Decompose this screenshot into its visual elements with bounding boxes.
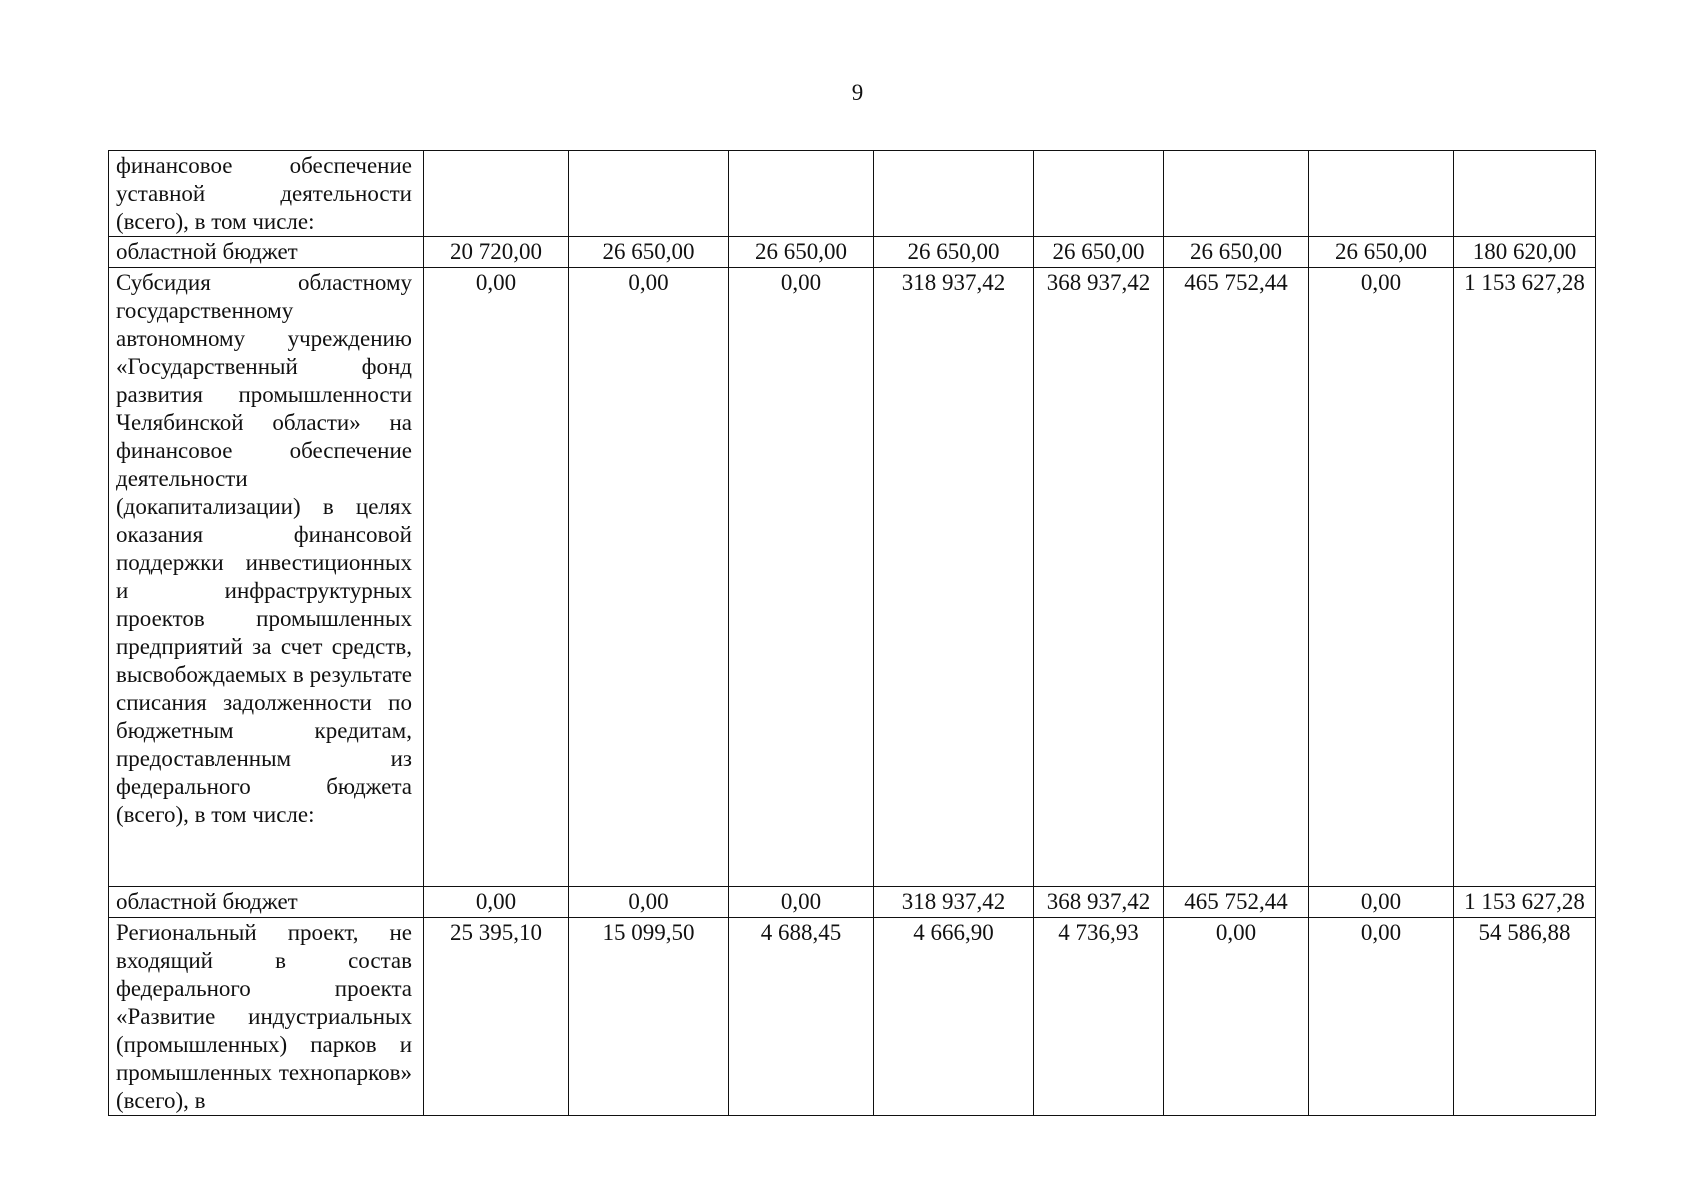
total-cell: 54 586,88 — [1454, 918, 1596, 1116]
value-cell — [1034, 151, 1164, 237]
table-row — [109, 918, 1596, 1116]
value-cell: 4 736,93 — [1034, 918, 1164, 1116]
row-label: областной бюджет — [109, 237, 424, 268]
total-cell: 180 620,00 — [1454, 237, 1596, 268]
row-label: Субсидия областному государственному автономному учреждению «Государственный фонд развития промышленности Челябинской области» на финансовое обеспечение деятельности (докапитализации) в целях оказания финансовой поддержки инвестиционных и инфраструктурных проектов промышленных предприятий за счет средств, высвобождаемых в результате списания задолженности по бюджетным кредитам, предоставленным из федерального бюджета (всего), в том числе: — [109, 268, 424, 887]
value-cell: 0,00 — [1309, 268, 1454, 887]
value-cell — [729, 151, 874, 237]
value-cell: 26 650,00 — [874, 237, 1034, 268]
value-cell: 0,00 — [569, 887, 729, 918]
value-cell: 26 650,00 — [1164, 237, 1309, 268]
row-label: областной бюджет — [109, 887, 424, 918]
table-row — [109, 887, 1596, 918]
value-cell: 20 720,00 — [424, 237, 569, 268]
value-cell: 465 752,44 — [1164, 268, 1309, 887]
total-cell — [1454, 151, 1596, 237]
budget-table — [108, 150, 1596, 1116]
value-cell: 25 395,10 — [424, 918, 569, 1116]
value-cell: 26 650,00 — [1309, 237, 1454, 268]
value-cell: 0,00 — [1309, 918, 1454, 1116]
page-number: 9 — [851, 80, 864, 105]
table-row — [109, 268, 1596, 887]
value-cell — [1164, 151, 1309, 237]
table-row — [109, 237, 1596, 268]
value-cell: 4 688,45 — [729, 918, 874, 1116]
value-cell — [1309, 151, 1454, 237]
value-cell: 0,00 — [729, 887, 874, 918]
value-cell: 26 650,00 — [569, 237, 729, 268]
value-cell: 0,00 — [424, 268, 569, 887]
value-cell: 0,00 — [729, 268, 874, 887]
value-cell: 0,00 — [424, 887, 569, 918]
row-label: финансовое обеспечение уставной деятельности (всего), в том числе: — [109, 151, 424, 237]
total-cell: 1 153 627,28 — [1454, 268, 1596, 887]
value-cell: 26 650,00 — [1034, 237, 1164, 268]
value-cell — [569, 151, 729, 237]
value-cell: 15 099,50 — [569, 918, 729, 1116]
value-cell: 465 752,44 — [1164, 887, 1309, 918]
value-cell: 0,00 — [569, 268, 729, 887]
value-cell: 318 937,42 — [874, 887, 1034, 918]
value-cell — [874, 151, 1034, 237]
value-cell: 0,00 — [1164, 918, 1309, 1116]
value-cell: 368 937,42 — [1034, 268, 1164, 887]
value-cell: 318 937,42 — [874, 268, 1034, 887]
value-cell: 368 937,42 — [1034, 887, 1164, 918]
table-row — [109, 151, 1596, 237]
total-cell: 1 153 627,28 — [1454, 887, 1596, 918]
value-cell: 0,00 — [1309, 887, 1454, 918]
row-label: Региональный проект, не входящий в состав федерального проекта «Развитие индустриальных (промышленных) парков и промышленных технопарков» (всего), в — [109, 918, 424, 1116]
value-cell — [424, 151, 569, 237]
value-cell: 26 650,00 — [729, 237, 874, 268]
value-cell: 4 666,90 — [874, 918, 1034, 1116]
